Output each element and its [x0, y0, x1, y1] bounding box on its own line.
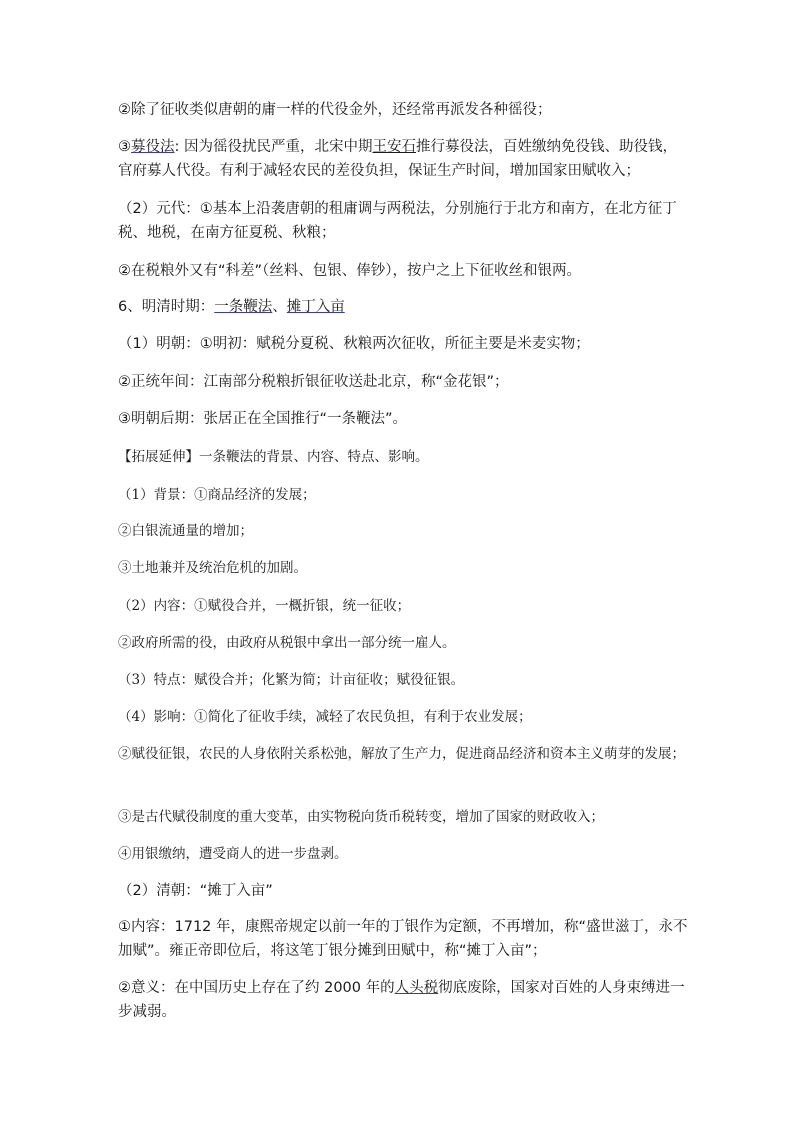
paragraph: ③土地兼并及统治危机的加剧。	[118, 560, 307, 576]
yitiaobianfa-link[interactable]: 一条鞭法	[214, 299, 273, 315]
paragraph: ④用银缴纳，遭受商人的进一步盘剥。	[118, 846, 348, 862]
paragraph: ②在税粮外又有“科差”（丝料、包银、俸钞），按户之上下征收丝和银两。	[118, 263, 582, 279]
rentoushui-link[interactable]: 人头税	[394, 980, 439, 996]
paragraph: （2）清朝：“摊丁入亩”	[118, 883, 273, 899]
section-heading-ming-qing: 6、明清时期：一条鞭法、摊丁入亩	[118, 299, 345, 315]
paragraph: ②白银流通量的增加；	[118, 523, 253, 539]
paragraph: （3）特点：赋役合并；化繁为简；计亩征收；赋役征银。	[118, 672, 465, 688]
paragraph-muyifa: ③募役法: 因为徭役扰民严重，北宋中期王安石推行募役法，百姓缴纳免役钱、助役钱，官府募人代役。有利于减轻农民的差役负担，保证生产时间，增加国家田赋收入；	[118, 139, 677, 179]
wanganshi-name: 王安石	[372, 139, 416, 155]
paragraph-significance: ②意义：在中国历史上存在了约 2000 年的人头税彻底废除，国家对百姓的人身束缚进一步减弱。	[118, 980, 685, 1020]
paragraph: （1）明朝：①明初：赋税分夏税、秋粮两次征收，所征主要是米麦实物；	[118, 336, 590, 352]
paragraph: ②赋役征银，农民的人身依附关系松弛，解放了生产力，促进商品经济和资本主义萌芽的发展；	[118, 746, 685, 762]
tandingrumu-link[interactable]: 摊丁入亩	[286, 299, 345, 315]
paragraph: （2）内容：①赋役合并，一概折银，统一征收；	[118, 598, 411, 614]
extension-heading: 【拓展延伸】一条鞭法的背景、内容、特点、影响。	[118, 449, 429, 465]
paragraph: （4）影响：①简化了征收手续，减轻了农民负担，有利于农业发展；	[118, 709, 532, 725]
paragraph: ②政府所需的役，由政府从税银中拿出一部分统一雇人。	[118, 635, 456, 651]
paragraph: ①内容：1712 年，康熙帝规定以前一年的丁银作为定额，不再增加，称“盛世滋丁，永不加赋”。雍正帝即位后，将这笔丁银分摊到田赋中，称“摊丁入亩”；	[118, 919, 688, 959]
paragraph: ②正统年间：江南部分税粮折银征收送赴北京，称“金花银”；	[118, 374, 509, 390]
paragraph-yuan: （2）元代：①基本上沿袭唐朝的租庸调与两税法，分别施行于北方和南方，在北方征丁税、地税，在南方征夏税、秋粮；	[118, 201, 677, 241]
paragraph: ③明朝后期：张居正在全国推行“一条鞭法”。	[118, 411, 408, 427]
muyifa-link[interactable]: 募役法	[131, 139, 175, 155]
paragraph: （1）背景：①商品经济的发展；	[118, 487, 316, 503]
paragraph: ③是古代赋役制度的重大变革，由实物税向货币税转变，增加了国家的财政收入；	[118, 809, 604, 825]
paragraph: ②除了征收类似唐朝的庸一样的代役金外，还经常再派发各种徭役；	[118, 102, 552, 118]
